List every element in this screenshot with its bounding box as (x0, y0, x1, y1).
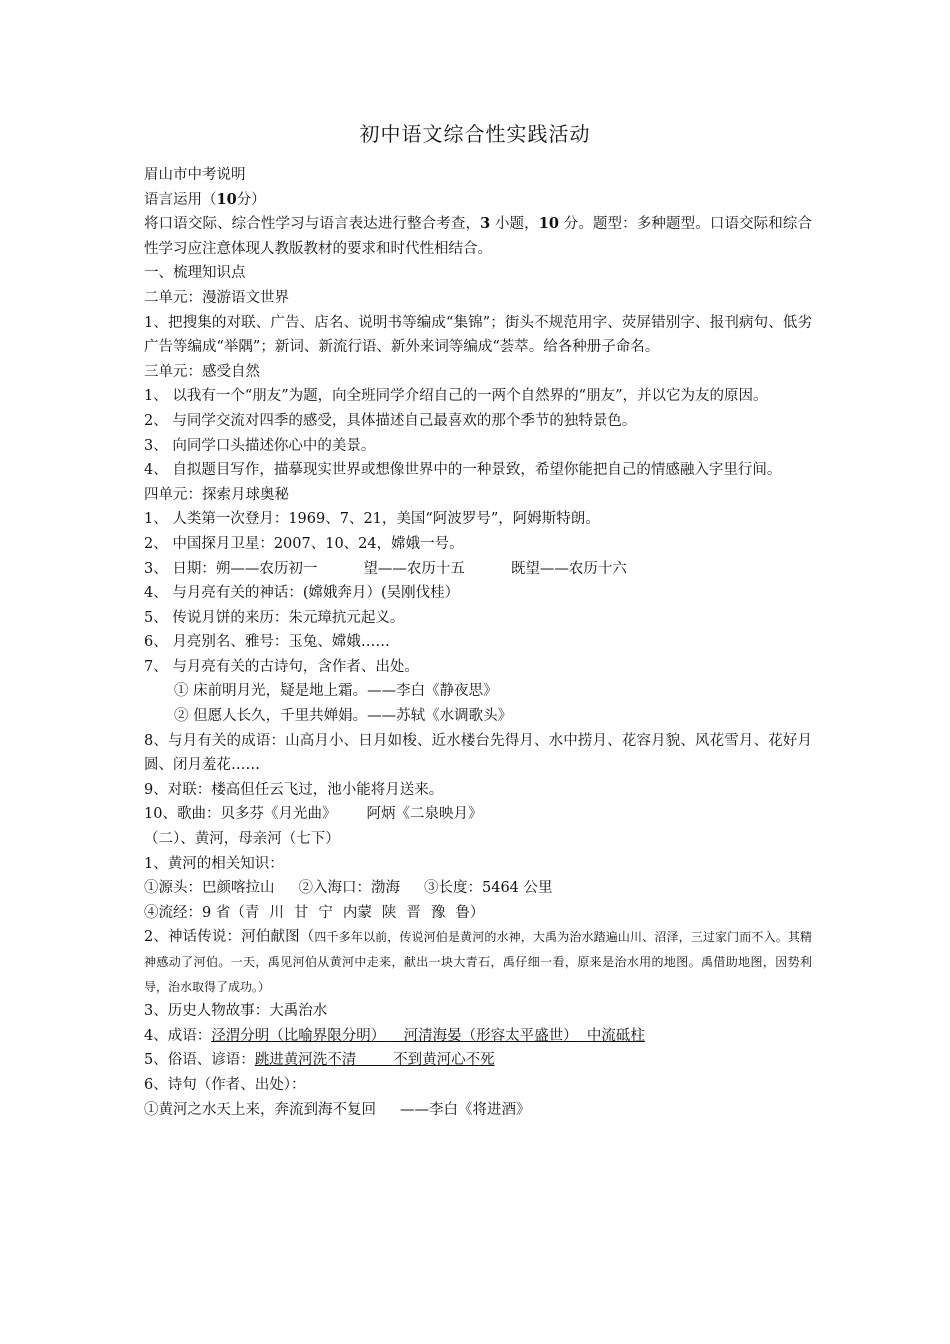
unit4-item: 8、与月有关的成语：山高月小、日月如梭、近水楼台先得月、水中捞月、花容月貌、风花雪月、花好月圆、闭月羞花…… (144, 732, 812, 774)
heading-knowledge: 一、梳理知识点 (144, 265, 246, 282)
unit4-title: 四单元：探索月球奥秘 (144, 486, 289, 503)
unit4-item: 2、 中国探月卫星：2007、10、24，嫦娥一号。 (144, 535, 464, 552)
document-body (144, 163, 812, 1122)
unit3-item: 4、 自拟题目写作，描摹现实世界或想像世界中的一种景致，希望你能把自己的情感融入字里行间。 (144, 462, 782, 479)
yellow-river-title: （二）、黄河，母亲河（七下） (144, 831, 340, 848)
section-heading: 语言运用（10分） (144, 190, 266, 208)
unit4-item: 7、 与月亮有关的古诗句，含作者、出处。 (144, 658, 419, 675)
unit4-item: 10、歌曲：贝多芬《月光曲》 阿炳《二泉映月》 (144, 806, 483, 823)
unit4-item: 3、 日期：朔——农历初一 望——农历十五 既望——农历十六 (144, 560, 627, 577)
poem-line: ① 床前明月光，疑是地上霜。——李白《静夜思》 (174, 683, 498, 700)
unit4-item: 1、 人类第一次登月：1969、7、21，美国“阿波罗号”，阿姆斯特朗。 (144, 511, 600, 528)
yellow-river-item: 1、黄河的相关知识： (144, 855, 284, 872)
unit2-title: 二单元：漫游语文世界 (144, 289, 289, 306)
yellow-river-proverbs: 5、俗语、谚语：跳进黄河洗不清 不到黄河心不死 (144, 1052, 495, 1069)
unit3-item: 3、 向同学口头描述你心中的美景。 (144, 437, 376, 454)
source-line: 眉山市中考说明 (144, 167, 246, 183)
intro-paragraph: 将口语交际、综合性学习与语言表达进行整合考查，3 小题，10 分。题型：多种题型。口语交际和综合性学习应注意体现人教版教材的要求和时代性相结合。 (144, 215, 813, 257)
unit4-item: 5、 传说月饼的来历：朱元璋抗元起义。 (144, 609, 405, 626)
unit4-item: 4、 与月亮有关的神话：(嫦娥奔月）(吴刚伐桂） (144, 585, 460, 602)
poem-line: ①黄河之水天上来，奔流到海不复回 ——李白《将进酒》 (144, 1101, 531, 1118)
unit3-title: 三单元：感受自然 (144, 363, 260, 380)
unit4-item: 6、 月亮别名、雅号：玉兔、嫦娥…… (144, 634, 390, 651)
yellow-river-item: 3、历史人物故事：大禹治水 (144, 1003, 328, 1020)
yellow-river-item: 6、诗句（作者、出处）： (144, 1076, 306, 1093)
yellow-river-idioms: 4、成语：泾渭分明（比喻界限分明） 河清海晏（形容太平盛世） 中流砥柱 (144, 1027, 645, 1044)
yellow-river-myth: 2、神话传说：河伯献图（四千多年以前，传说河伯是黄河的水神，大禹为治水踏遍山川、沼泽，三过家门而不入。其精神感动了河伯。一天，禹见河伯从黄河中走来，献出一块大青石，禹仔细一看，原来是治水用的地图。禹借助地图，因势利导，治水取得了成功。） (144, 929, 812, 994)
unit3-item: 2、 与同学交流对四季的感受，具体描述自己最喜欢的那个季节的独特景色。 (144, 412, 637, 429)
yellow-river-flow: ④流经：9 省（青 川 甘 宁 内蒙 陕 晋 豫 鲁） (144, 904, 485, 921)
poem-line: ② 但愿人长久，千里共婵娟。——苏轼《水调歌头》 (174, 708, 513, 725)
page-title: 初中语文综合性实践活动 (359, 122, 591, 146)
unit4-item: 9、对联：楼高但任云飞过，池小能将月送来。 (144, 781, 444, 798)
unit3-item: 1、 以我有一个“朋友”为题，向全班同学介绍自己的一两个自然界的“朋友”，并以它为友的原因。 (144, 388, 768, 405)
yellow-river-facts: ①源头：巴颜喀拉山 ②入海口：渤海 ③长度：5464 公里 (144, 880, 553, 897)
unit2-item: 1、把搜集的对联、广告、店名、说明书等编成“集锦”；街头不规范用字、荧屏错别字、报刊病句、低劣广告等编成“举隅”；新词、新流行语、新外来词等编成“荟萃。给各种册子命名。 (144, 314, 812, 356)
